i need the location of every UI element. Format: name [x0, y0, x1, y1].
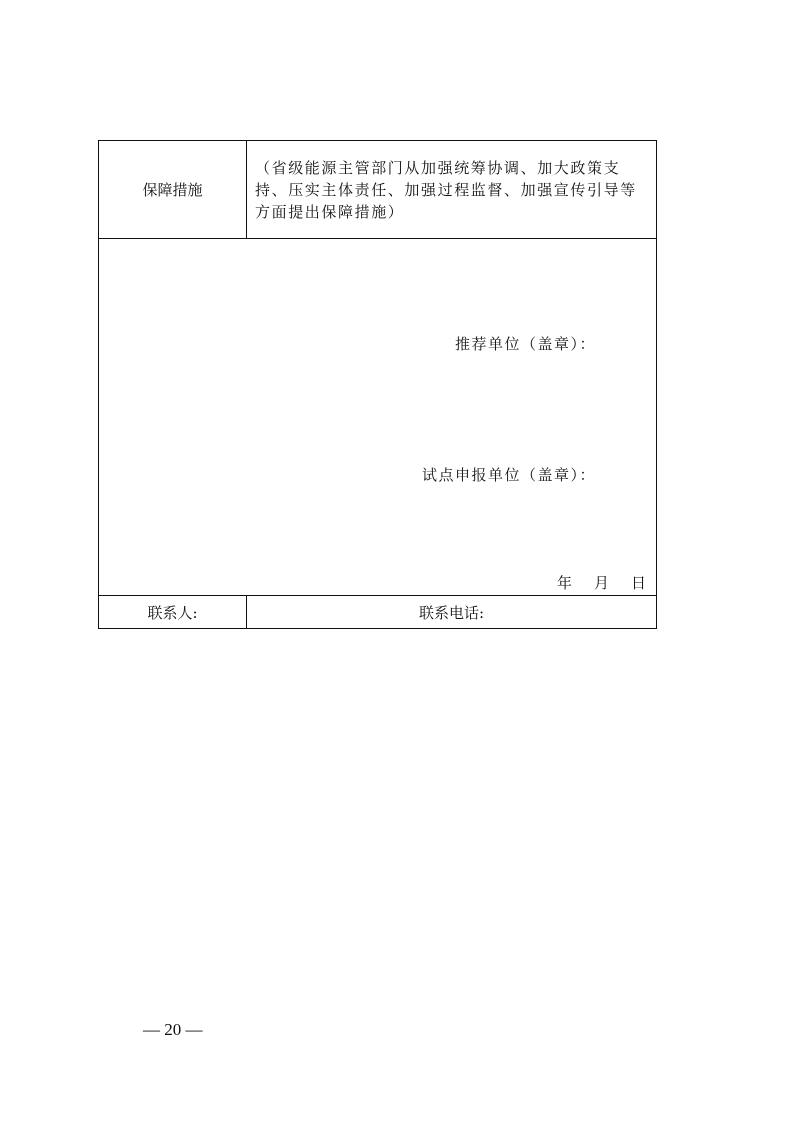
contact-row	[99, 596, 656, 628]
application-form-table	[98, 140, 657, 629]
safeguard-measures-description: （省级能源主管部门从加强统筹协调、加大政策支持、压实主体责任、加强过程监督、加强宣传引导等方面提出保障措施）	[255, 159, 637, 221]
date-year-label: 年	[556, 574, 572, 592]
page-number: — 20 —	[143, 1020, 203, 1039]
signature-stamp-area	[99, 239, 656, 596]
date-line	[557, 572, 646, 593]
safeguard-measures-label: 保障措施	[99, 141, 247, 238]
safeguard-measures-row	[99, 141, 656, 239]
date-day-label: 日	[630, 574, 646, 592]
contact-person-label: 联系人:	[99, 596, 247, 628]
applicant-unit-stamp-label: 试点申报单位（盖章）：	[421, 466, 596, 484]
recommending-unit-stamp-label: 推荐单位（盖章）：	[454, 335, 596, 353]
date-month-label: 月	[593, 574, 609, 592]
contact-phone-label: 联系电话:	[418, 603, 485, 622]
